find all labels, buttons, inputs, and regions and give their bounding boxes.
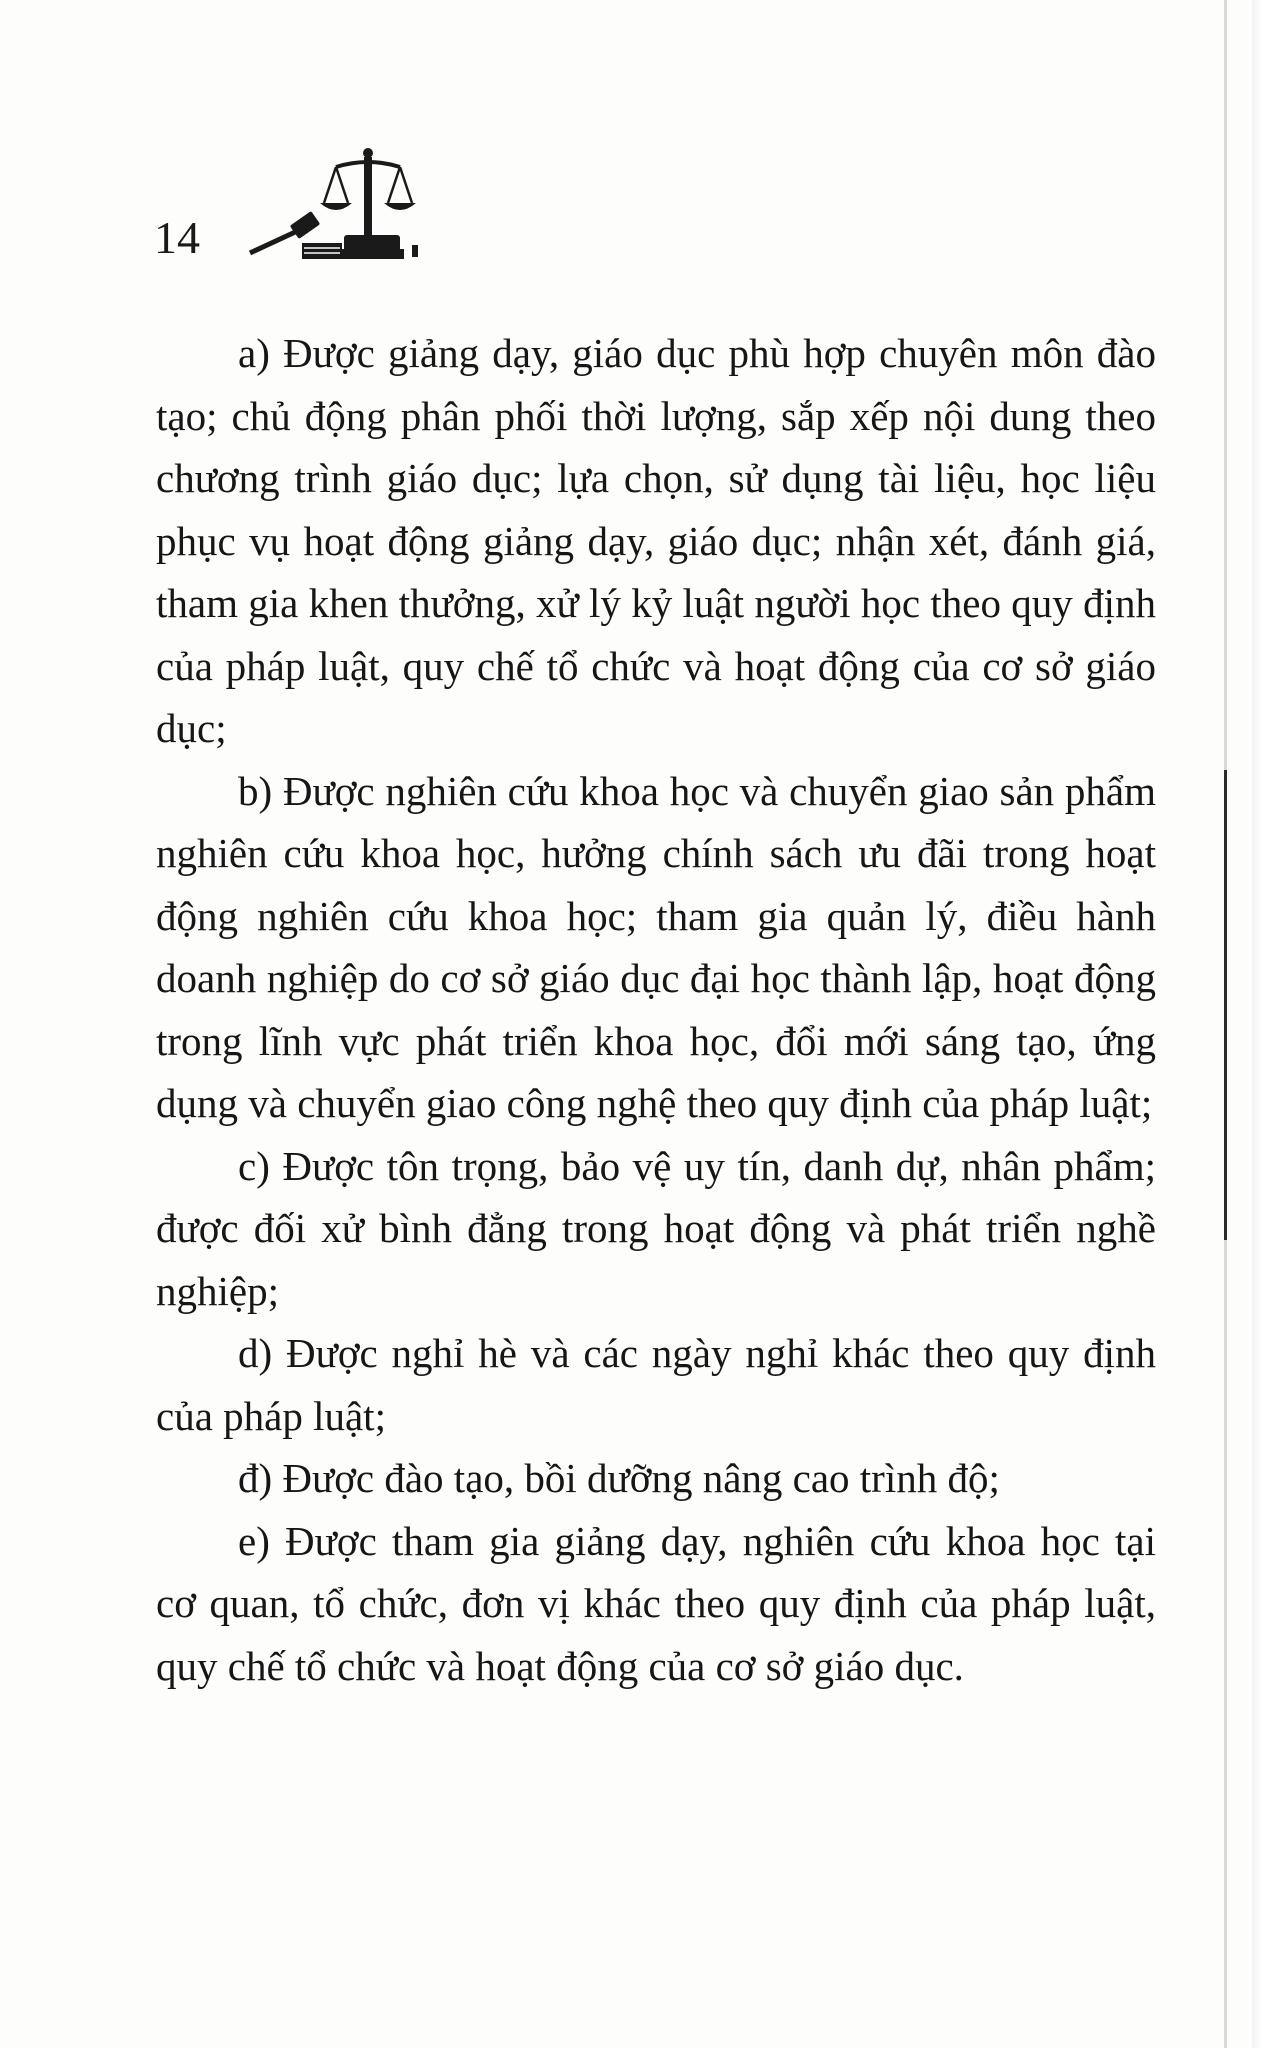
paragraph-b: b) Được nghiên cứu khoa học và chuyển giao sản phẩm nghiên cứu khoa học, hưởng chính sách ưu đãi trong hoạt động nghiên cứu khoa học; tham gia quản lý, điều hành doanh nghiệp do cơ sở giáo dục đại học thành lập, hoạt động trong lĩnh vực phát triển khoa học, đổi mới sáng tạo, ứng dụng và chuyển giao công nghệ theo quy định của pháp luật; [156,767,1156,1126]
scales-of-justice-gavel-icon [240,145,430,263]
paragraph-e: e) Được tham gia giảng dạy, nghiên cứu khoa học tại cơ quan, tổ chức, đơn vị khác theo quy định của pháp luật, quy chế tổ chức và hoạt động của cơ sở giáo dục. [156,1517,1156,1689]
body-text [156,322,1156,1697]
paragraph-d: d) Được nghỉ hè và các ngày nghỉ khác theo quy định của pháp luật; [156,1330,1156,1439]
page-number: 14 [154,212,200,263]
paragraph-c: c) Được tôn trọng, bảo vệ uy tín, danh dự, nhân phẩm; được đối xử bình đẳng trong hoạt động và phát triển nghề nghiệp; [156,1142,1156,1314]
page-edge-shadow [1224,770,1227,1240]
scan-edge [1252,0,1262,2048]
paragraph-dd: đ) Được đào tạo, bồi dưỡng nâng cao trình độ; [238,1455,1000,1501]
paragraph-a: a) Được giảng dạy, giáo dục phù hợp chuyên môn đào tạo; chủ động phân phối thời lượng, sắp xếp nội dung theo chương trình giáo dục; lựa chọn, sử dụng tài liệu, học liệu phục vụ hoạt động giảng dạy, giáo dục; nhận xét, đánh giá, tham gia khen thưởng, xử lý kỷ luật người học theo quy định của pháp luật, quy chế tổ chức và hoạt động của cơ sở giáo dục; [156,330,1156,751]
page-header [150,145,550,265]
